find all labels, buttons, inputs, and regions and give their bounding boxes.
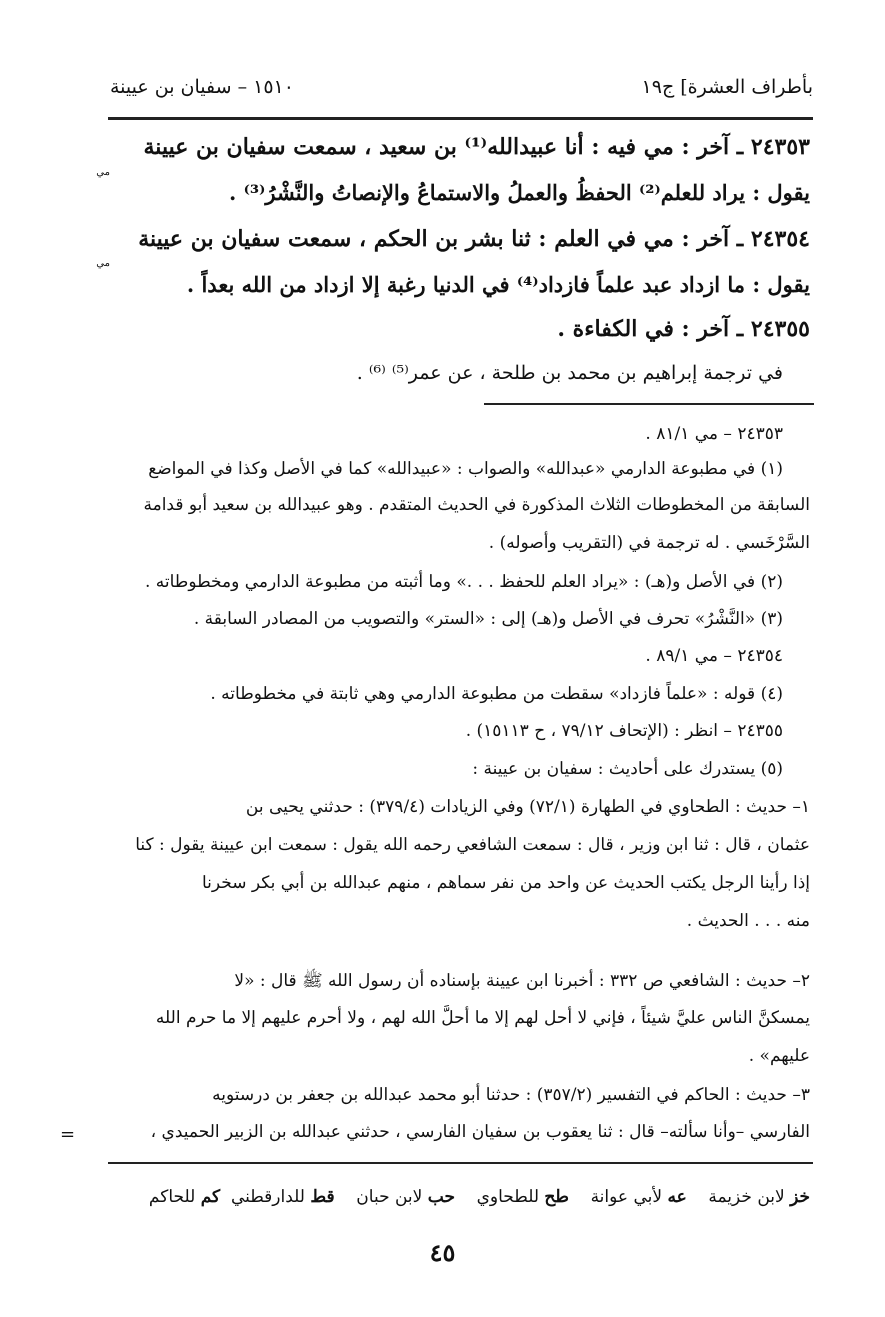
- note-ref-24355: ٢٤٣٥٥ – انظر : (الإتحاف ٧٩/١٢ ، ح ١٥١١٣) .: [465, 721, 783, 741]
- footnote-5: (٥) يستدرك على أحاديث : سفيان بن عيينة :: [472, 759, 783, 779]
- footnote-1: (١) في مطبوعة الدارمي «عبدالله» والصواب : «عبيدالله» كما في الأصل وكذا في المواضع: [148, 459, 783, 479]
- footnote-4: (٤) قوله : «علماً فازداد» سقطت من مطبوعة الدارمي وهي ثابتة في مخطوطاته .: [210, 684, 783, 704]
- header-rule: [108, 117, 813, 120]
- entry-24355-line1: ٢٤٣٥٥ ـ آخر : في الكفاءة .: [557, 316, 810, 342]
- footnote-1-cont2: السَّرْخَسي . له ترجمة في (التقريب وأصوله) .: [488, 533, 810, 553]
- footnote-5-item2-cont2: عليهم» .: [748, 1046, 810, 1066]
- footnote-5-item2: ٢– حديث : الشافعي ص ٣٣٢ : أخبرنا ابن عيينة بإسناده أن رسول الله ﷺ قال : «لا: [234, 971, 810, 991]
- entry-24354-line2: يقول : ما ازداد عبد علماً فازداد⁽⁴⁾ في الدنيا رغبة إلا ازداد من الله بعداً .: [186, 272, 810, 297]
- footnote-5-item1-cont2: إذا رأينا الرجل يكتب الحديث عن واحد من نفر سماهم ، منهم عبدالله بن أبي بكر سخرنا: [201, 873, 810, 893]
- note-ref-24353: ٢٤٣٥٣ – مي ٨١/١ .: [645, 424, 783, 444]
- footnote-5-item3-cont: الفارسي –وأنا سألته– قال : ثنا يعقوب بن سفيان الفارسي ، حدثني عبدالله بن الزبير الحميدي ،: [150, 1122, 810, 1142]
- footnote-5-item1: ١– حديث : الطحاوي في الطهارة (٧٢/١) وفي الزيادات (٣٧٩/٤) : حدثني يحيى بن: [245, 797, 810, 817]
- continuation-mark: =: [60, 1124, 76, 1145]
- entry-24355-line2: في ترجمة إبراهيم بن محمد بن طلحة ، عن عمر⁽⁵⁾ ⁽⁶⁾ .: [356, 362, 783, 384]
- footnote-5-item2-cont: يمسكنَّ الناس عليَّ شيئاً ، فإني لا أحل لهم إلا ما أحلَّ الله لهم ، ولا أحرم عليهم إلا ما حرم الله: [155, 1008, 810, 1028]
- footnote-2: (٢) في الأصل و(هـ) : «يراد العلم للحفظ . . .» وما أثبته من مطبوعة الدارمي ومخطوطاته .: [144, 572, 783, 592]
- footnote-5-item1-cont: عثمان ، قال : ثنا ابن وزير ، قال : سمعت الشافعي رحمه الله يقول : سمعت ابن عيينة يقول : كنا: [135, 835, 810, 855]
- abbr-item: قط للدارقطني: [230, 1187, 335, 1207]
- abbr-item: كم للحاكم: [148, 1187, 221, 1207]
- footnote-5-item1-cont3: منه . . . الحديث .: [686, 911, 810, 931]
- entry-24353-line2: يقول : يراد للعلم⁽²⁾ الحفظُ والعملُ والاستماعُ والإنصاتُ والنَّشْرُ⁽³⁾ .: [229, 180, 810, 205]
- footnote-3: (٣) «النَّشْرُ» تحرف في الأصل و(هـ) إلى : «الستر» والتصويب من المصادر السابقة .: [193, 609, 783, 629]
- abbreviation-key: [149, 1187, 810, 1207]
- footer-rule: [108, 1162, 813, 1164]
- entry-24353-line1: ٢٤٣٥٣ ـ آخر : مي فيه : أنا عبيدالله⁽¹⁾ بن سعيد ، سمعت سفيان بن عيينة: [143, 134, 810, 160]
- running-header-section: ١٥١٠ – سفيان بن عيينة: [110, 76, 294, 98]
- page-number: ٤٥: [429, 1238, 456, 1267]
- entry-24354-line1: ٢٤٣٥٤ ـ آخر : مي في العلم : ثنا بشر بن الحكم ، سمعت سفيان بن عيينة: [138, 226, 810, 252]
- running-header-title: بأطراف العشرة] ج١٩: [641, 76, 813, 98]
- abbr-item: عه لأبي عوانة: [590, 1187, 687, 1207]
- abbr-item: خز لابن خزيمة: [708, 1187, 810, 1207]
- footnote-separator: [484, 403, 814, 405]
- note-ref-24354: ٢٤٣٥٤ – مي ٨٩/١ .: [645, 646, 783, 666]
- abbr-item: حب لابن حبان: [356, 1187, 455, 1207]
- entry-24354-marker: مي: [96, 258, 110, 269]
- entry-24353-marker: مي: [96, 167, 110, 178]
- footnote-5-item3: ٣– حديث : الحاكم في التفسير (٣٥٧/٢) : حدثنا أبو محمد عبدالله بن جعفر بن درستويه: [212, 1085, 810, 1105]
- abbr-item: طح للطحاوي: [476, 1187, 569, 1207]
- footnote-1-cont: السابقة من المخطوطات الثلاث المذكورة في الحديث المتقدم . وهو عبيدالله بن سعيد أبو قدامة: [143, 495, 810, 515]
